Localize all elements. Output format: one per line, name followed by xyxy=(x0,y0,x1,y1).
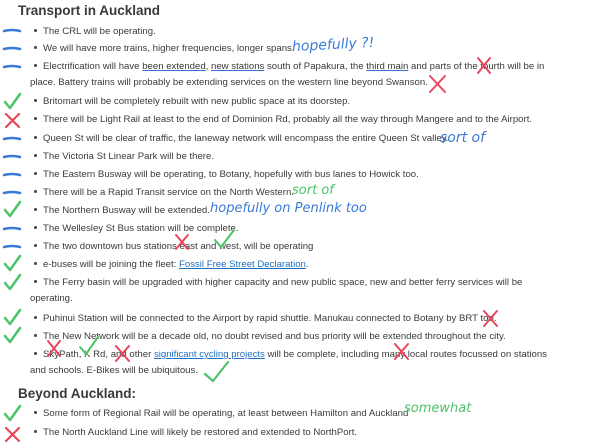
bullet-icon xyxy=(34,226,37,229)
list-item xyxy=(30,149,590,165)
list-item xyxy=(30,167,590,183)
dash-mark xyxy=(4,192,20,193)
list-item xyxy=(30,406,590,422)
item-text: There will be a Rapid Transit service on the North Western. xyxy=(43,187,294,198)
item-text: Some form of Regional Rail will be operating, at least between Hamilton and Auckland xyxy=(43,408,409,419)
list-item xyxy=(30,425,590,441)
dash-mark xyxy=(4,246,20,247)
dash-mark xyxy=(4,174,20,175)
annotation-somewhat: somewhat xyxy=(404,401,472,416)
dash-mark xyxy=(4,228,20,229)
list-item xyxy=(30,112,590,128)
item-text: The Victoria St Linear Park will be there. xyxy=(43,151,214,162)
cross-mark xyxy=(6,428,19,441)
item-text: . xyxy=(305,259,309,270)
annotation-penlink: hopefully on Penlink too xyxy=(210,201,367,216)
item-text: The Eastern Busway will be operating, to Botany, hopefully with bus lanes to Howick too. xyxy=(43,169,419,180)
bullet-icon xyxy=(34,190,37,193)
annotation-sort-of: sort of xyxy=(292,183,334,198)
item-text: The CRL will be operating. xyxy=(43,26,156,37)
section-heading-beyond: Beyond Auckland: xyxy=(18,386,137,401)
dash-mark xyxy=(4,48,20,49)
item-text: , xyxy=(205,61,212,72)
item-text: and parts of the fourth will be in place. Battery trains will probably be extending services on the western line beyond Swanson. xyxy=(30,61,545,88)
item-text-underlined: third main xyxy=(366,61,409,72)
list-item xyxy=(30,239,590,255)
bullet-icon xyxy=(34,430,37,433)
dash-mark xyxy=(4,30,20,31)
bullet-icon xyxy=(34,411,37,414)
item-text: The two downtown bus stations east and west, will be operating xyxy=(43,241,314,252)
list-item xyxy=(30,257,590,273)
item-text: The Ferry basin will be upgraded with higher capacity and new public space, new and better ferry services will be operating. xyxy=(30,277,523,304)
item-text: Puhinui Station will be connected to the Airport by rapid shuttle. Manukau connected to Botany by BRT too. xyxy=(43,313,497,324)
check-mark xyxy=(5,310,20,324)
dash-mark xyxy=(4,138,20,139)
bullet-icon xyxy=(34,136,37,139)
bullet-icon xyxy=(34,316,37,319)
item-text: e-buses will be joining the fleet: xyxy=(43,259,179,270)
item-text: The Wellesley St Bus station will be complete. xyxy=(43,223,239,234)
item-text: SkyPath, K Rd, and other xyxy=(43,349,154,360)
list-item xyxy=(30,347,550,378)
item-text: will be complete, including many local routes focussed on stations and schools. E-Bikes will be ubiquitous. xyxy=(30,349,547,376)
item-text-underlined: new stations xyxy=(211,61,265,72)
bullet-icon xyxy=(34,46,37,49)
item-text: There will be Light Rail at least to the end of Dominion Rd, probably all the way through Mangere and to the Airport. xyxy=(43,114,533,125)
item-text: Britomart will be completely rebuilt with new public space at its doorstep. xyxy=(43,96,351,107)
bullet-icon xyxy=(34,29,37,32)
item-text: Queen St will be clear of traffic, the laneway network will encompass the entire Queen St valley. xyxy=(43,133,449,144)
item-text: We will have more trains, higher frequencies, longer spans. xyxy=(43,43,295,54)
fossil-free-link[interactable]: Fossil Free Street Declaration xyxy=(179,259,306,270)
cycling-projects-link[interactable]: significant cycling projects xyxy=(153,349,265,360)
check-mark xyxy=(5,275,20,289)
bullet-icon xyxy=(34,99,37,102)
list-item xyxy=(30,329,590,345)
annotation-sort-of: sort of xyxy=(440,130,486,146)
bullet-icon xyxy=(34,244,37,247)
annotation-hopefully: hopefully ?! xyxy=(291,34,375,56)
check-mark xyxy=(5,406,20,420)
bullet-icon xyxy=(34,154,37,157)
list-item xyxy=(30,59,550,90)
bullet-icon xyxy=(34,262,37,265)
item-text: The North Auckland Line will likely be restored and extended to NorthPort. xyxy=(43,427,358,438)
item-text: The New Network will be a decade old, no doubt revised and bus priority will be extended throughout the city. xyxy=(43,331,506,342)
bullet-icon xyxy=(34,117,37,120)
list-item xyxy=(30,94,590,110)
item-text: south of Papakura, the xyxy=(264,61,367,72)
list-item xyxy=(30,275,550,306)
section-heading-auckland: Transport in Auckland xyxy=(18,3,161,18)
check-mark xyxy=(5,202,20,216)
list-item xyxy=(30,221,590,237)
bullet-icon xyxy=(34,208,37,211)
bullet-icon xyxy=(34,352,37,355)
check-mark xyxy=(5,256,20,270)
list-item xyxy=(30,311,590,327)
bullet-icon xyxy=(34,172,37,175)
list-item xyxy=(30,131,590,147)
item-text-underlined: been extended xyxy=(142,61,206,72)
item-text: Electrification will have xyxy=(43,61,143,72)
item-text: The Northern Busway will be extended. xyxy=(43,205,210,216)
cross-mark xyxy=(6,114,19,127)
dash-mark xyxy=(4,66,20,67)
bullet-icon xyxy=(34,280,37,283)
check-mark xyxy=(5,328,20,342)
dash-mark xyxy=(4,156,20,157)
bullet-icon xyxy=(34,64,37,67)
check-mark xyxy=(5,94,20,108)
bullet-icon xyxy=(34,334,37,337)
